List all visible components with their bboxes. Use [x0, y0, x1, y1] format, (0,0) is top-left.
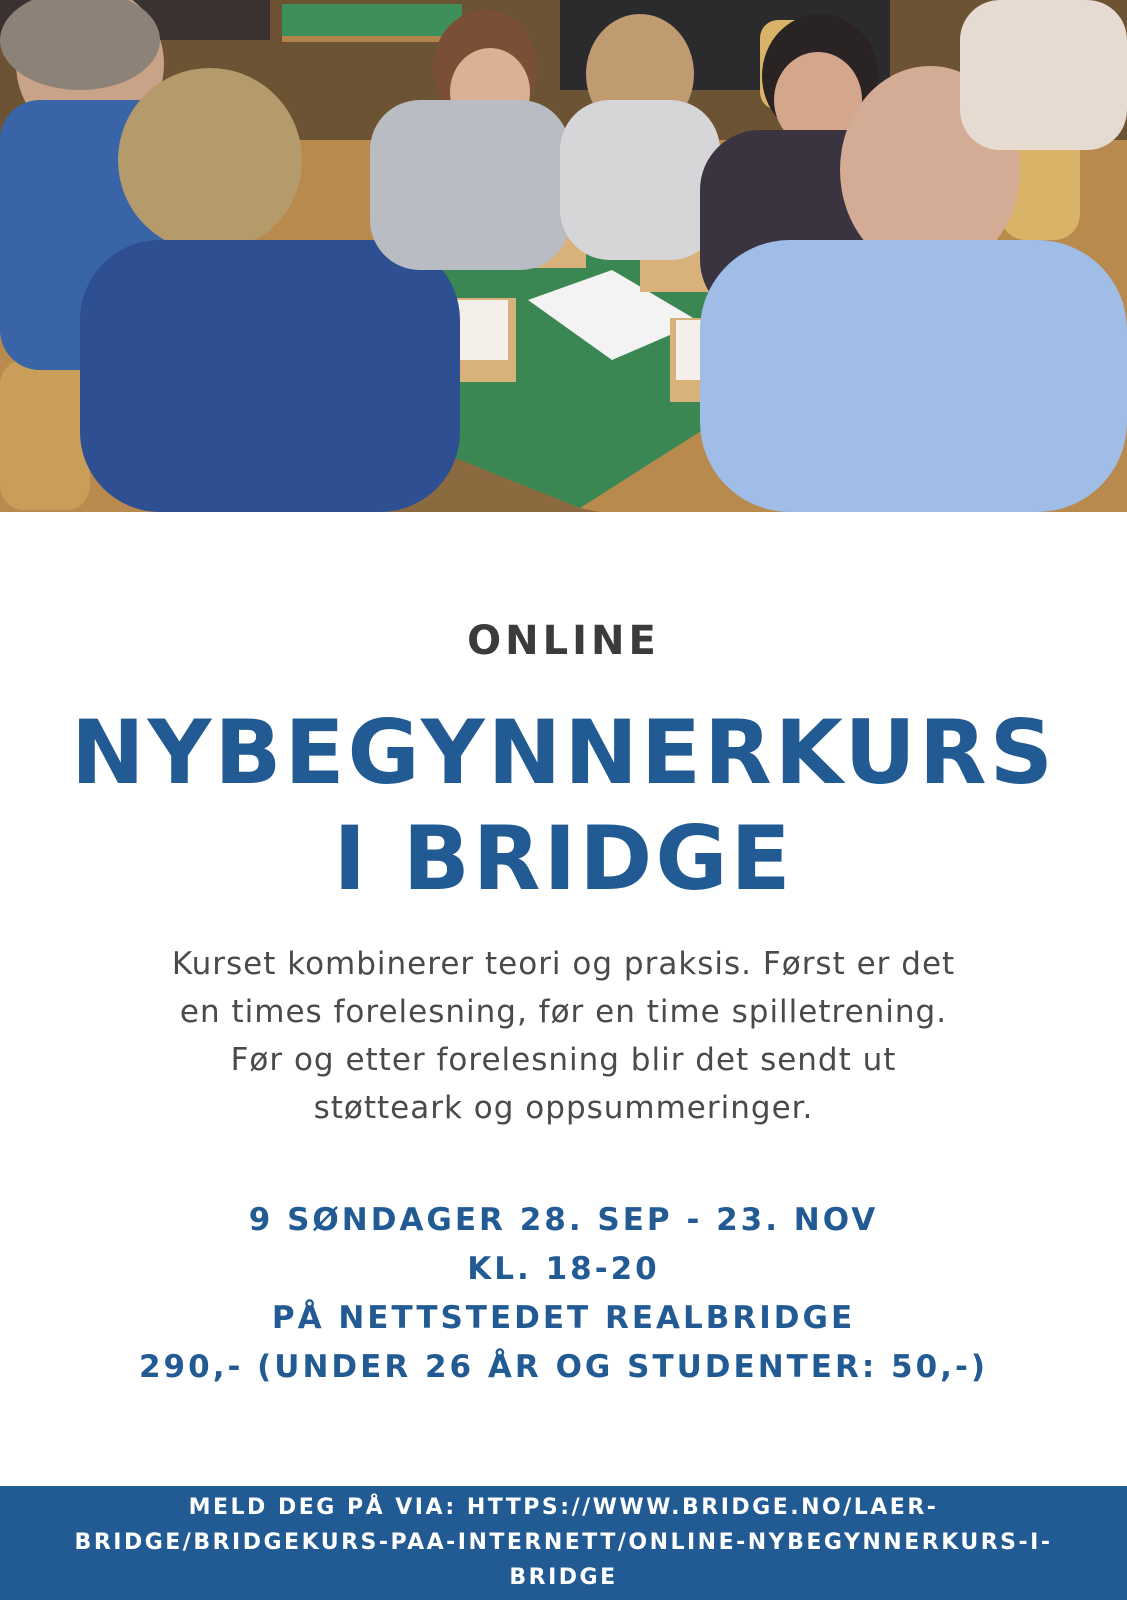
signup-banner[interactable]	[0, 1486, 1127, 1600]
signup-line-1[interactable]: MELD DEG PÅ VIA: HTTPS://WWW.BRIDGE.NO/LAER-	[188, 1495, 939, 1520]
title-line-1: NYBEGYNNERKURS	[71, 701, 1056, 804]
course-price: 290,- (UNDER 26 ÅR OG STUDENTER: 50,-)	[138, 1349, 988, 1385]
format-label: ONLINE	[467, 618, 660, 664]
course-venue: PÅ NETTSTEDET REALBRIDGE	[271, 1300, 856, 1336]
course-details	[0, 1196, 1127, 1392]
signup-line-2[interactable]: BRIDGE/BRIDGEKURS-PAA-INTERNETT/ONLINE-NYBEGYNNERKURS-I-	[74, 1530, 1053, 1555]
description-line-4: støtteark og oppsummeringer.	[313, 1090, 814, 1126]
course-dates: 9 SØNDAGER 28. SEP - 23. NOV	[248, 1202, 879, 1238]
title-line-2: I BRIDGE	[333, 807, 794, 910]
page-title	[0, 700, 1127, 912]
description-line-1: Kurset kombinerer teori og praksis. Først er det	[171, 946, 956, 982]
description-line-2: en times forelesning, før en time spilletrening.	[179, 994, 948, 1030]
course-description	[120, 940, 1007, 1132]
signup-line-3[interactable]: BRIDGE	[509, 1565, 618, 1590]
bridge-players-photo	[0, 0, 1127, 512]
description-line-3: Før og etter forelesning blir det sendt ut	[230, 1042, 897, 1078]
course-time: KL. 18-20	[467, 1251, 660, 1287]
